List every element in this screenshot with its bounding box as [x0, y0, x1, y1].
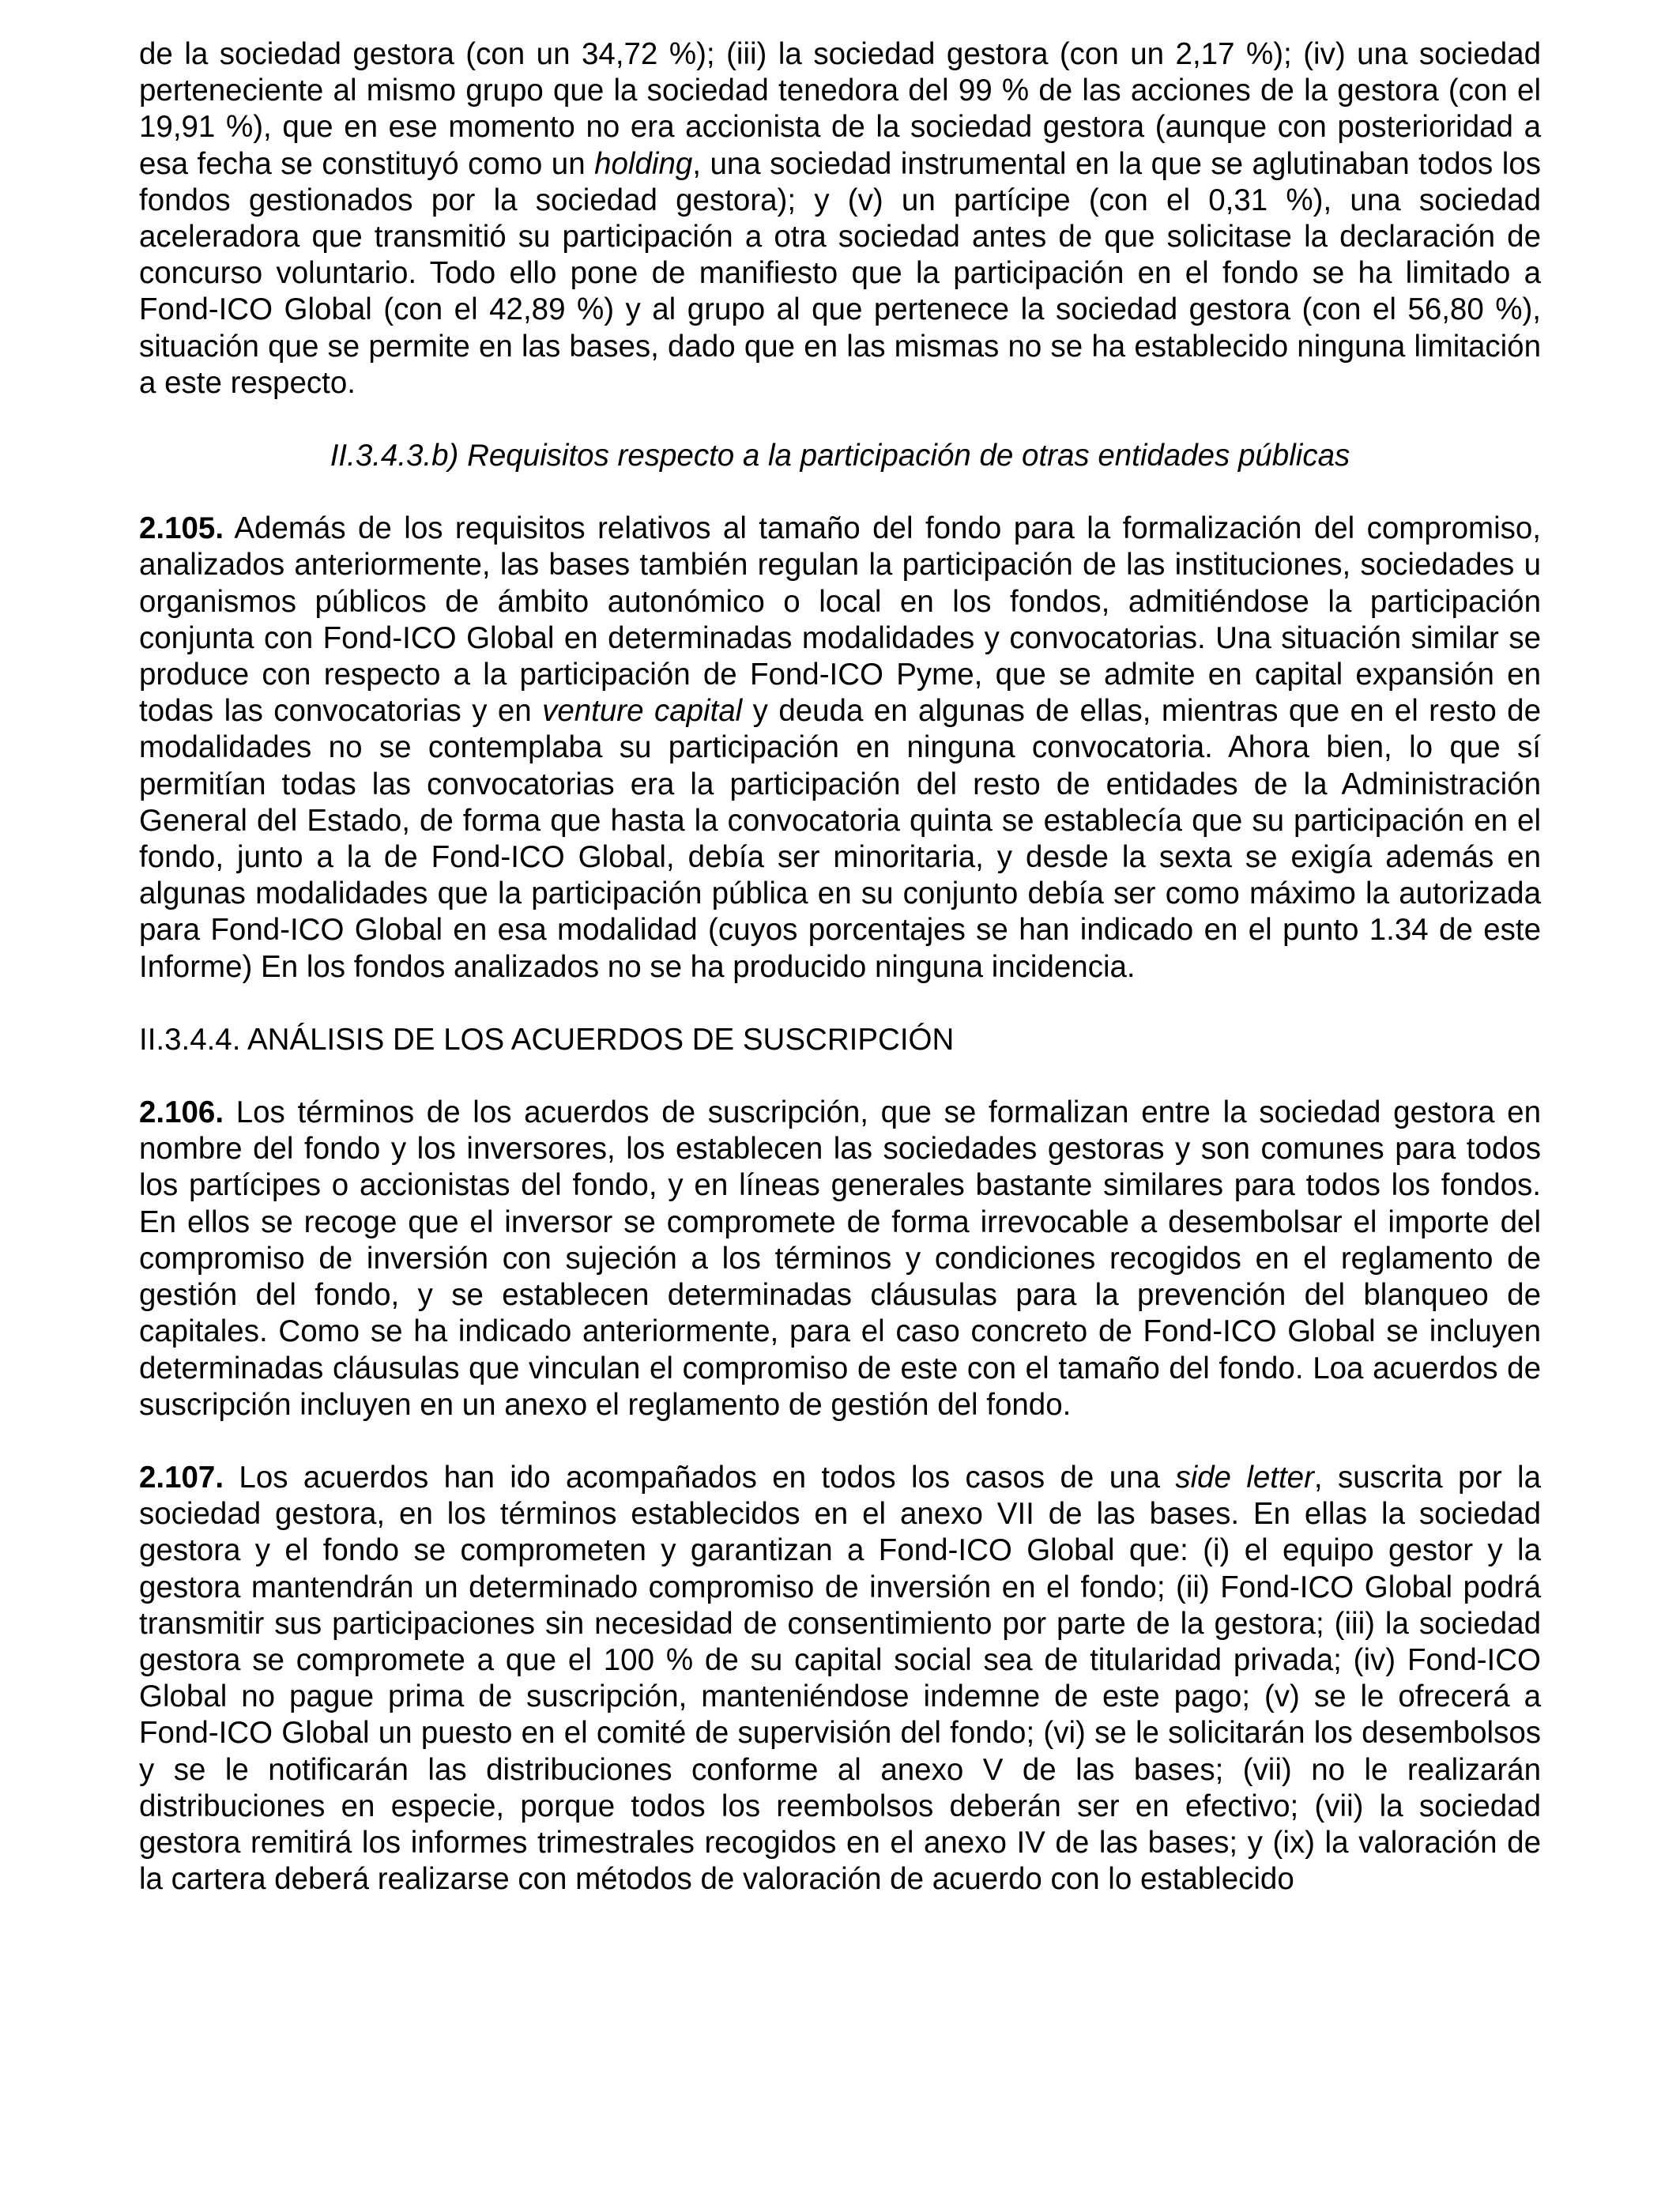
intro-paragraph	[139, 36, 1541, 401]
intro-text-1: de la sociedad gestora (con un 34,72 %); (iii) la sociedad gestora (con un 2,17 %); (iv) una sociedad perteneciente al mismo grupo que la sociedad tenedora del 99 % de las acciones de la gestora (con el 19,91 %), que en ese momento no era accionista de la sociedad gestora (aunque con posterioridad a esa fecha se constituyó como un	[139, 37, 1541, 181]
paragraph-number: 2.106.	[139, 1095, 224, 1130]
intro-italic-term: holding	[594, 146, 693, 181]
paragraph-2-105	[139, 511, 1541, 986]
section-heading: II.3.4.4. ANÁLISIS DE LOS ACUERDOS DE SUSCRIPCIÓN	[139, 1022, 955, 1057]
paragraph-italic-term: side letter	[1175, 1460, 1314, 1495]
paragraph-text-1: Los acuerdos han ido acompañados en todos los casos de una	[224, 1460, 1176, 1495]
intro-text-2: , una sociedad instrumental en la que se aglutinaban todos los fondos gestionados por la sociedad gestora); y (v) un partícipe (con el 0,31 %), una sociedad aceleradora que transmitió su participación a otra sociedad antes de que solicitase la declaración de concurso voluntario. Todo ello pone de manifiesto que la participación en el fondo se ha limitado a Fond-ICO Global (con el 42,89 %) y al grupo al que pertenece la sociedad gestora (con el 56,80 %), situación que se permite en las bases, dado que en las mismas no se ha establecido ninguna limitación a este respecto.	[139, 146, 1541, 400]
document-page	[139, 36, 1541, 1898]
subheading: II.3.4.3.b) Requisitos respecto a la participación de otras entidades públicas	[330, 439, 1350, 473]
paragraph-2-106	[139, 1095, 1541, 1423]
paragraph-2-107	[139, 1460, 1541, 1898]
paragraph-number: 2.107.	[139, 1460, 224, 1495]
paragraph-text-1: Además de los requisitos relativos al tamaño del fondo para la formalización del compromiso, analizados anteriormente, las bases también regulan la participación de las instituciones, sociedades u organismos públicos de ámbito autonómico o local en los fondos, admitiéndose la participación conjunta con Fond-ICO Global en determinadas modalidades y convocatorias. Una situación similar se produce con respecto a la participación de Fond-ICO Pyme, que se admite en capital expansión en todas las convocatorias y en	[139, 511, 1541, 729]
paragraph-text-1: Los términos de los acuerdos de suscripción, que se formalizan entre la sociedad gestora en nombre del fondo y los inversores, los establecen las sociedades gestoras y son comunes para todos los partícipes o accionistas del fondo, y en líneas generales bastante similares para todos los fondos. En ellos se recoge que el inversor se compromete de forma irrevocable a desembolsar el importe del compromiso de inversión con sujeción a los términos y condiciones recogidos en el reglamento de gestión del fondo, y se establecen determinadas cláusulas para la prevención del blanqueo de capitales. Como se ha indicado anteriormente, para el caso concreto de Fond-ICO Global se incluyen determinadas cláusulas que vinculan el compromiso de este con el tamaño del fondo. Loa acuerdos de suscripción incluyen en un anexo el reglamento de gestión del fondo.	[139, 1095, 1541, 1422]
paragraph-text-2: , suscrita por la sociedad gestora, en los términos establecidos en el anexo VII de las bases. En ellas la sociedad gestora y el fondo se comprometen y garantizan a Fond-ICO Global que: (i) el equipo gestor y la gestora mantendrán un determinado compromiso de inversión en el fondo; (ii) Fond-ICO Global podrá transmitir sus participaciones sin necesidad de consentimiento por parte de la gestora; (iii) la sociedad gestora se compromete a que el 100 % de su capital social sea de titularidad privada; (iv) Fond-ICO Global no pague prima de suscripción, manteniéndose indemne de este pago; (v) se le ofrecerá a Fond-ICO Global un puesto en el comité de supervisión del fondo; (vi) se le solicitarán los desembolsos y se le notificarán las distribuciones conforme al anexo V de las bases; (vii) no le realizarán distribuciones en especie, porque todos los reembolsos deberán ser en efectivo; (vii) la sociedad gestora remitirá los informes trimestrales recogidos en el anexo IV de las bases; y (ix) la valoración de la cartera deberá realizarse con métodos de valoración de acuerdo con lo establecido	[139, 1460, 1541, 1897]
paragraph-italic-term: venture capital	[542, 694, 743, 729]
paragraph-number: 2.105.	[139, 511, 224, 546]
paragraph-text-2: y deuda en algunas de ellas, mientras que en el resto de modalidades no se contemplaba su participación en ninguna convocatoria. Ahora bien, lo que sí permitían todas las convocatorias era la participación del resto de entidades de la Administración General del Estado, de forma que hasta la convocatoria quinta se establecía que su participación en el fondo, junto a la de Fond-ICO Global, debía ser minoritaria, y desde la sexta se exigía además en algunas modalidades que la participación pública en su conjunto debía ser como máximo la autorizada para Fond-ICO Global en esa modalidad (cuyos porcentajes se han indicado en el punto 1.34 de este Informe) En los fondos analizados no se ha producido ninguna incidencia.	[139, 694, 1542, 984]
